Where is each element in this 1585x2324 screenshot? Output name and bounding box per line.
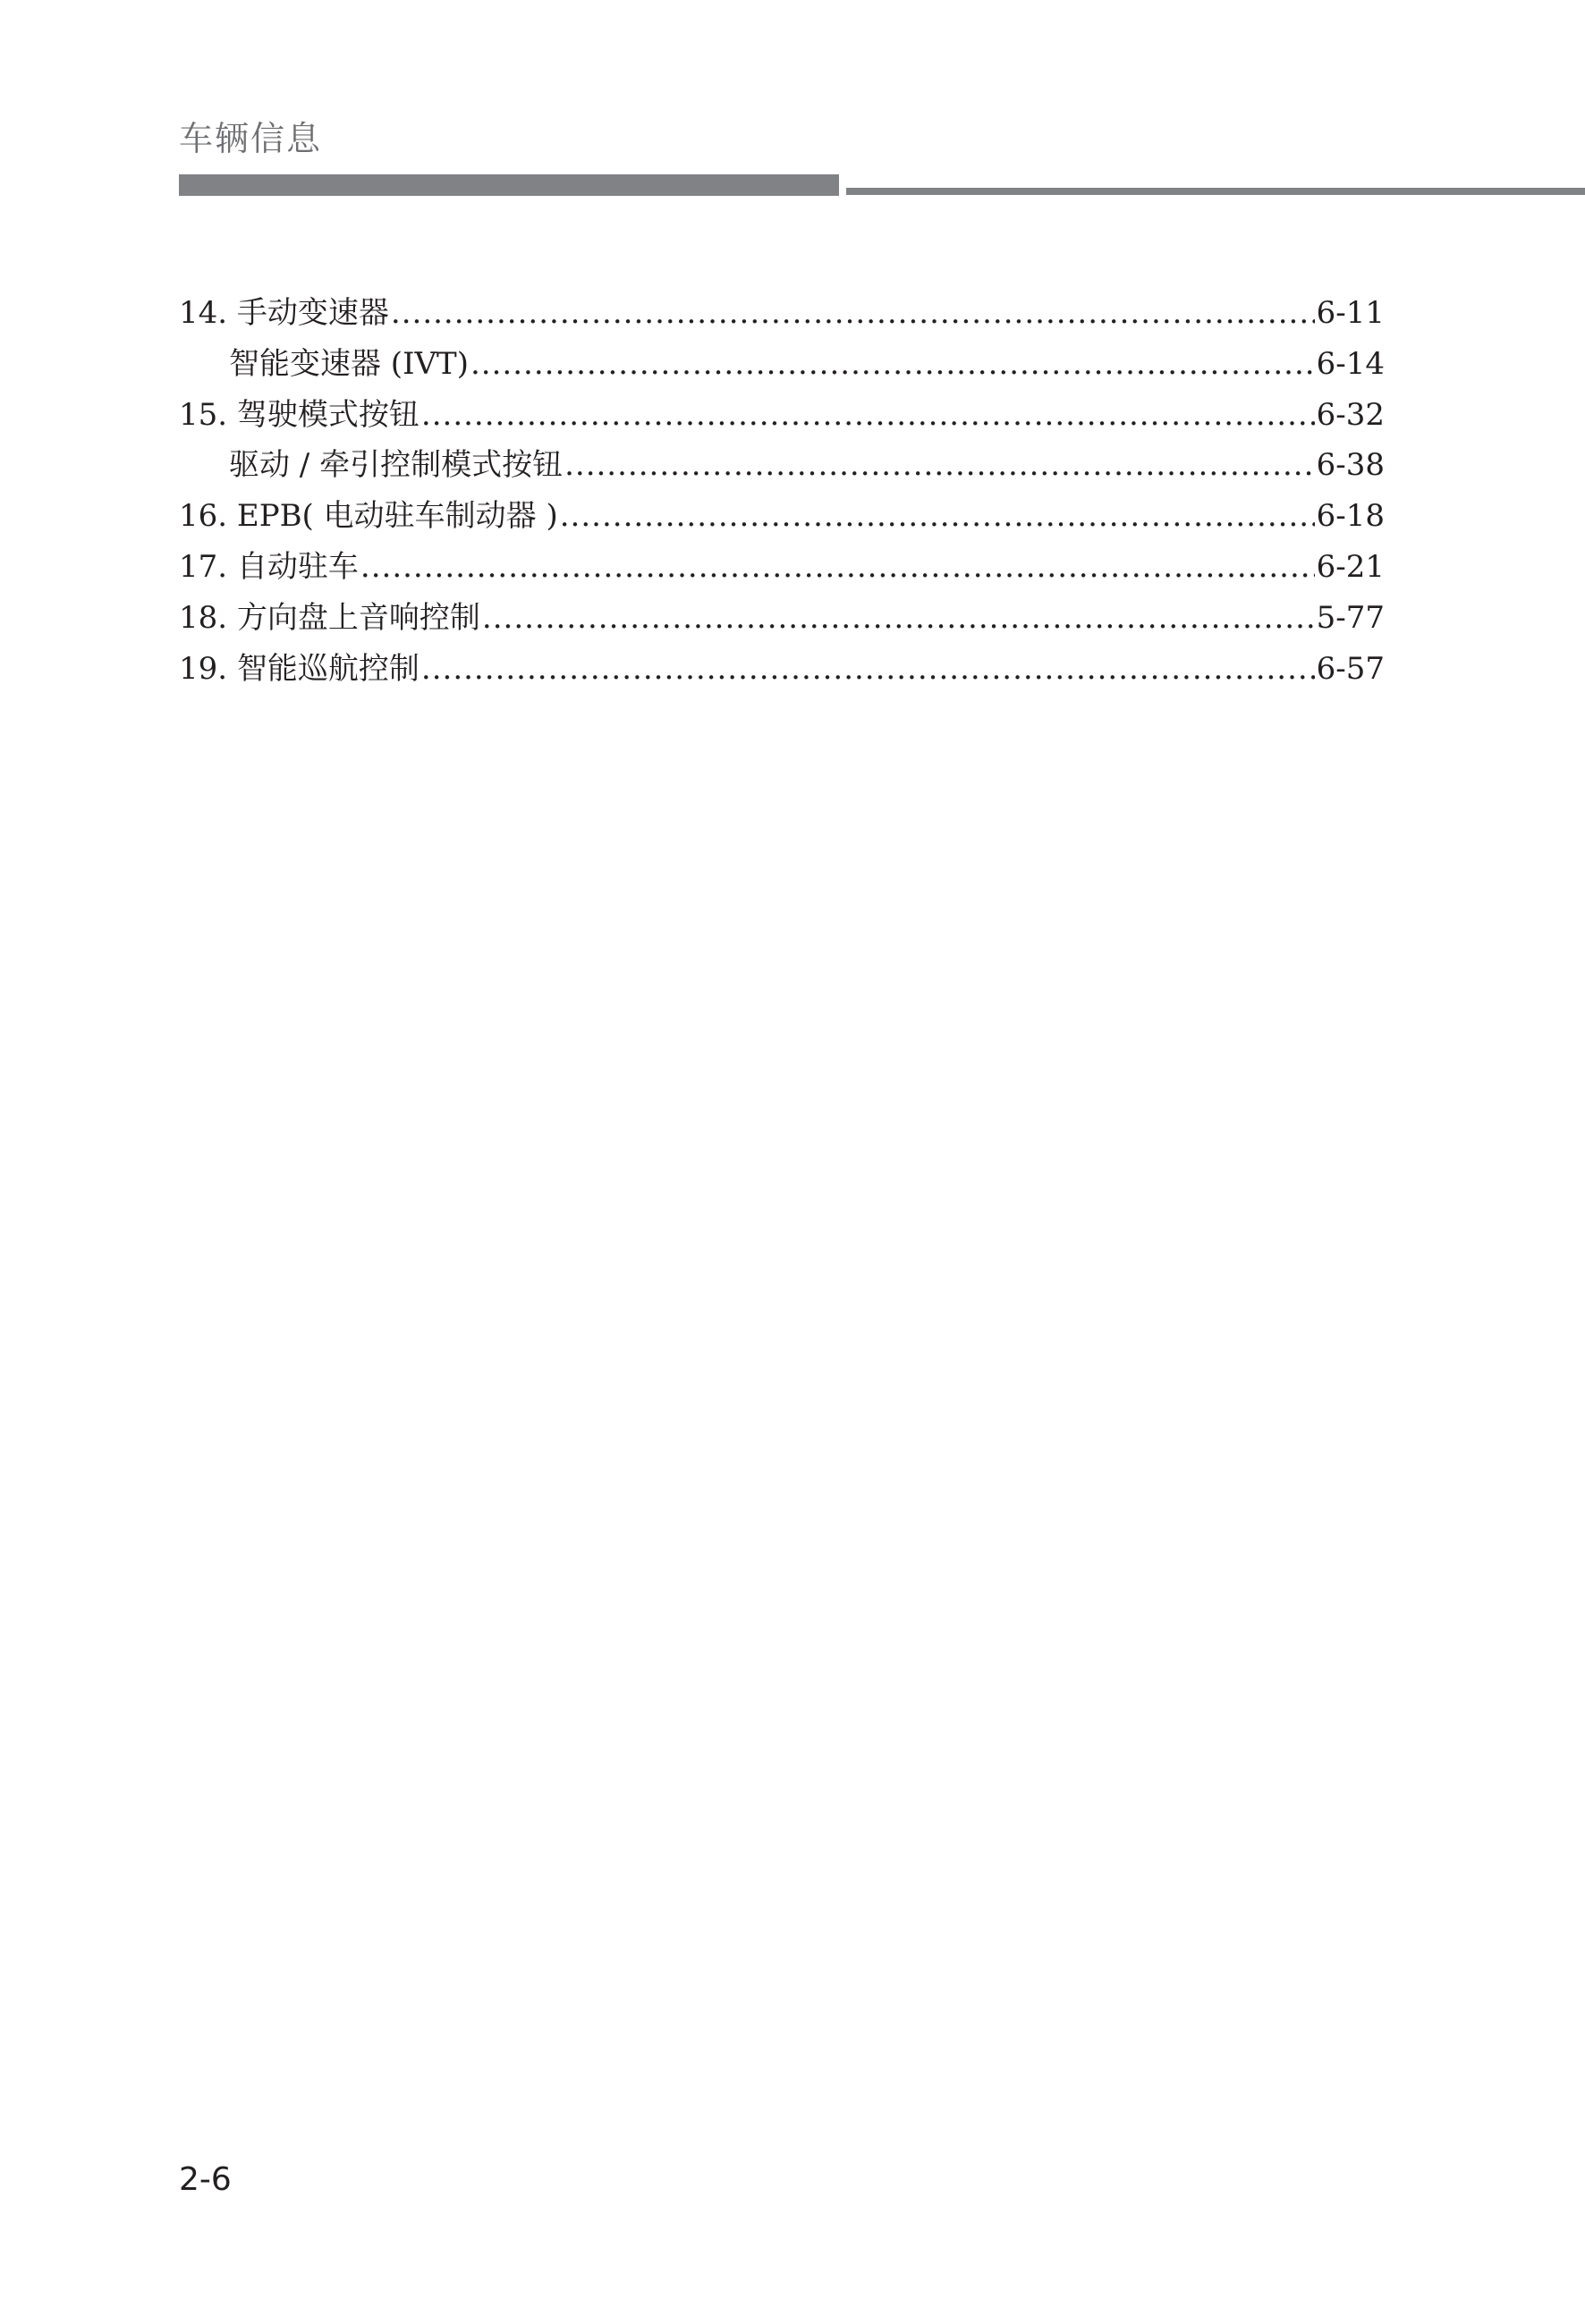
header-bar-thick [179, 174, 839, 196]
toc-entry-label: 16. EPB( 电动驻车制动器 ) [179, 498, 558, 535]
toc-entry[interactable] [179, 593, 1385, 644]
header-bar-thin [846, 188, 1585, 195]
toc-entry-page: 5-77 [1316, 599, 1385, 636]
toc-entry[interactable] [179, 491, 1385, 542]
toc-entry-label: 驱动 / 牵引控制模式按钮 [229, 447, 564, 484]
toc-leader-dots [470, 339, 1315, 390]
toc-leader-dots [360, 542, 1315, 593]
toc-entry-page: 6-18 [1316, 498, 1385, 535]
toc-entry-page: 6-38 [1316, 447, 1385, 484]
toc-entry[interactable] [179, 440, 1385, 491]
toc-leader-dots [391, 288, 1315, 339]
toc-entry-page: 6-14 [1316, 345, 1385, 382]
toc-leader-dots [564, 440, 1315, 491]
toc-entry-page: 6-21 [1316, 548, 1385, 585]
toc-entry-label: 17. 自动驻车 [179, 548, 359, 585]
toc-entry-label: 18. 方向盘上音响控制 [179, 599, 480, 636]
toc-leader-dots [482, 593, 1315, 644]
toc-leader-dots [421, 644, 1315, 695]
table-of-contents [179, 288, 1385, 694]
section-title: 车辆信息 [179, 119, 323, 158]
toc-entry-label: 15. 驾驶模式按钮 [179, 396, 420, 433]
toc-leader-dots [421, 390, 1315, 441]
toc-entry[interactable] [179, 390, 1385, 441]
toc-entry-label: 14. 手动变速器 [179, 295, 389, 331]
toc-entry[interactable] [179, 339, 1385, 390]
page-number: 2-6 [179, 2161, 232, 2198]
toc-entry-page: 6-32 [1316, 396, 1385, 433]
toc-leader-dots [560, 491, 1315, 542]
toc-entry-page: 6-57 [1316, 650, 1385, 687]
toc-entry-label: 智能变速器 (IVT) [229, 345, 469, 382]
toc-entry[interactable] [179, 542, 1385, 593]
toc-entry-page: 6-11 [1316, 295, 1385, 331]
toc-entry[interactable] [179, 288, 1385, 339]
toc-entry-label: 19. 智能巡航控制 [179, 650, 420, 687]
toc-entry[interactable] [179, 644, 1385, 695]
